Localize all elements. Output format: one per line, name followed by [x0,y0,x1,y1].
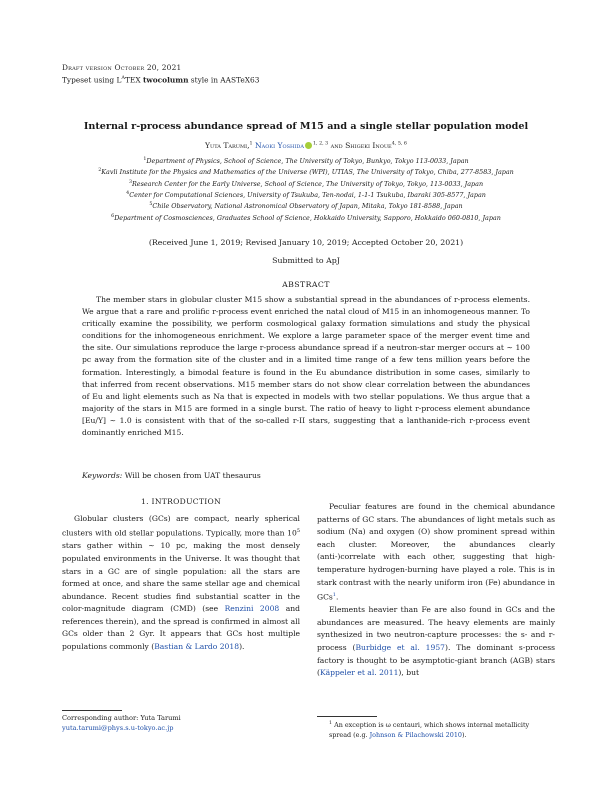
keywords-value: Will be chosen from UAT thesaurus [122,471,261,480]
text-run: stars gather within ∼ 10 pc, making the most densely populated environments in the Universe. It was thought that stars in a GC are of single population: all the stars are formed at once, and share the same stellar age and chemical abundance. Recent studies find substantial scatter in the color-magnitude diagram (CMD) (see [62,541,300,614]
affiliation-text: Department of Physics, School of Science, The University of Tokyo, Bunkyo, Tokyo 113-0033, Japan [146,157,469,166]
affiliation-text: Kavli Institute for the Physics and Mathematics of the Universe (WPI), UTIAS, The University of Tokyo, Chiba, 277-8583, Japan [101,168,514,177]
affiliation-item [40,189,572,200]
keywords-label: Keywords: [82,471,123,480]
affiliation-text: Department of Cosmosciences, Graduates School of Science, Hokkaido University, Sapporo, Hokkaido 060-0810, Japan [114,213,501,222]
intro-paragraph-1 [62,513,300,654]
keywords-line [82,471,530,480]
author-3: Shigeki Inoue [345,141,392,150]
typeset-line [62,73,259,85]
footnote-end: ). [461,731,467,740]
affiliation-text: Chile Observatory, National Astronomical Observatory of Japan, Mitaka, Tokyo 181-8588, Japan [152,202,463,211]
typeset-bold: twocolumn [142,75,189,85]
left-column [62,496,300,654]
typeset-pre: Typeset using L [62,75,122,85]
affiliation-item [40,200,572,211]
submitted-to: Submitted to ApJ [272,256,340,265]
text-sup: 5 [296,528,300,535]
received-dates: (Received June 1, 2019; Revised January 10, 2019; Accepted October 20, 2021) [148,238,464,247]
affiliation-text: Research Center for the Early Universe, School of Science, The University of Tokyo, Tokyo, 113-0033, Japan [132,179,484,188]
affiliation-item [40,155,572,166]
orcid-icon[interactable] [305,142,312,149]
author-2-link[interactable]: Naoki Yoshida [254,141,304,150]
citation-link[interactable]: Renzini 2008 [224,604,280,614]
abstract-text: The member stars in globular cluster M15 show a substantial spread in the abundances of r-process elements. We argue that a rare and prolific r-process event enriched the natal cloud of M15 in an inhomogeneous manner. To critically examine the possibility, we perform cosmological galaxy formation simulations and study the physical conditions for the inhomogeneous enrichment. We explore a large parameter space of the merger event time and the site. Our simulations reproduce the large r-process abundance spread if a neutron-star merger occurs at ∼ 100 pc away from the formation site of the cluster and in a limited time range of a few tens million years before the formation. Interestingly, a bimodal feature is found in the Eu abundance distribution in some cases, similarly to that inferred from recent observations. M15 member stars do not show clear correlation between the abundances of Eu and light elements such as Na that is expected in models with two stellar populations. We thus argue that a majority of the stars in M15 are formed in a single burst. The ratio of heavy to light r-process element abundance [Eu/Y] ∼ 1.0 is consistent with that of the so-called r-II stars, suggesting that a lanthanide-rich r-process event dominantly enriched M15. [82,295,530,438]
affiliation-number: 3 [128,179,132,185]
text-run: Globular clusters (GCs) are compact, nearly spherical clusters with old stellar populations. Typically, more than 10 [62,513,300,538]
affiliation-number: 4 [126,190,130,196]
text-run: and references therein), and the spread is confirmed in almost all GCs older than 2 Gyr. It appears that GCs host multiple populations commonly ( [62,604,300,652]
text-run: ). [239,642,245,652]
citation-link[interactable]: Johnson & Pilachowski 2010 [369,731,462,740]
author-1-affil: 1 [249,141,253,147]
section-heading: 1. INTRODUCTION [140,497,222,506]
corresponding-label: Corresponding author: Yuta Tarumi [62,714,181,722]
preprint-header [62,63,259,85]
footnote-rule-right [317,716,377,717]
text-run: ), but [398,668,420,678]
intro-paragraph-3 [317,604,555,680]
typeset-tex: TEX [125,75,143,85]
author-1: Yuta Tarumi, [205,141,250,150]
affiliation-number: 6 [111,213,115,219]
typeset-a: A [121,75,125,81]
corresponding-author [62,713,181,733]
author-and: and [328,141,346,150]
author-list [40,141,572,150]
footnote-text: An exception is ω centauri, which shows internal metallicity spread (e.g. [329,721,530,740]
affiliation-number: 5 [149,202,153,208]
right-column [317,501,555,680]
draft-version: Draft version October 20, 2021 [62,63,182,72]
text-run: Elements heavier than Fe are also found in GCs and the abundances are measured. The heavy elements are mainly synthesized in two neutron-capture processes: the s- and r-process ( [317,605,555,653]
affiliation-list [40,155,572,223]
citation-link[interactable]: Bastian & Lardo 2018 [154,642,240,652]
footnote-number: 1 [329,721,333,726]
author-email-link[interactable]: yuta.tarumi@phys.s.u-tokyo.ac.jp [62,724,174,732]
footnote-marker[interactable]: 1 [332,592,336,599]
affiliation-item [40,166,572,177]
affiliation-number: 2 [98,168,102,174]
footnote-1 [329,719,553,741]
footnote-rule-left [62,710,122,711]
author-2-affil: 1, 2, 3 [312,141,329,147]
affiliation-item [40,212,572,223]
text-run: . [335,592,339,602]
typeset-post: style in AASTeX63 [188,75,260,85]
affiliation-text: Center for Computational Sciences, University of Tsukuba, Ten-nodai, 1-1-1 Tsukuba, Ibaraki 305-8577, Japan [129,191,486,200]
text-run: ). The dominant s-process factory is thought to be asymptotic-giant branch (AGB) stars ( [317,643,555,678]
affiliation-number: 1 [143,157,147,162]
paper-title: Internal r-process abundance spread of M15 and a single stellar population model [83,121,529,132]
author-3-affil: 4, 5, 6 [391,141,407,147]
affiliation-item [40,178,572,189]
abstract-heading: ABSTRACT [282,280,330,289]
citation-link[interactable]: Burbidge et al. 1957 [355,643,445,653]
citation-link[interactable]: Käppeler et al. 2011 [319,668,399,678]
text-run: Peculiar features are found in the chemical abundance patterns of GC stars. The abundances of light metals such as sodium (Na) and oxygen (O) show prominent spread within each cluster. Moreover, the abundances clearly (anti-)correlate with each other, suggesting that high-temperature hydrogen-burning have played a role. This is in stark contrast with the nearly uniform iron (Fe) abundance in GCs [317,502,555,602]
intro-paragraph-2 [317,501,555,604]
